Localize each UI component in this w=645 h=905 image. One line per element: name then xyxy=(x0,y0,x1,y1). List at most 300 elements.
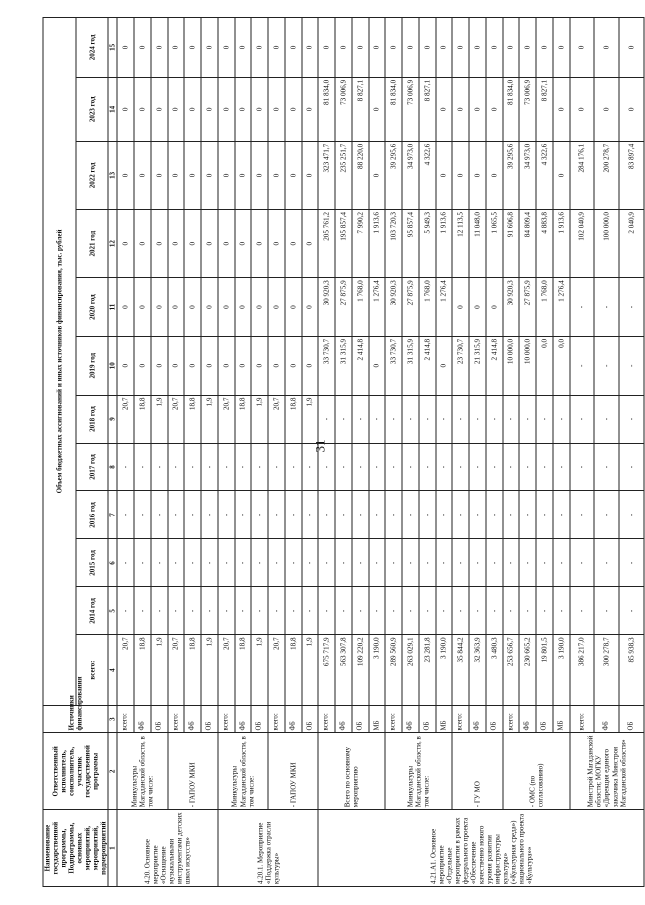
year-value: 4 883,8 xyxy=(536,210,553,278)
total-value: 32 363,9 xyxy=(469,635,486,705)
year-value: - xyxy=(268,587,285,635)
year-value: 2 414,8 xyxy=(486,336,503,395)
year-value: - xyxy=(469,587,486,635)
total-value: 18,8 xyxy=(235,635,252,705)
year-value: 0 xyxy=(486,278,503,337)
year-value: 0 xyxy=(184,278,201,337)
year-value: - xyxy=(385,443,402,491)
total-value: 1,9 xyxy=(201,635,218,705)
column-number: 4 xyxy=(108,635,117,705)
year-value: - xyxy=(168,443,185,491)
year-value: - xyxy=(570,539,595,587)
year-value: - xyxy=(134,491,151,539)
year-value: 0 xyxy=(201,77,218,141)
column-number: 6 xyxy=(108,539,117,587)
year-value: 34 973,0 xyxy=(402,141,419,209)
table-row xyxy=(503,18,520,887)
year-value: 0 xyxy=(134,278,151,337)
year-value: - xyxy=(369,587,386,635)
year-value: - xyxy=(619,395,644,443)
year-value: - xyxy=(302,491,319,539)
total-value: 18,8 xyxy=(134,635,151,705)
funding-source: ОБ xyxy=(302,705,319,733)
year-value: - xyxy=(117,443,134,491)
header-financing-group: Объем бюджетных ассигнований и иных источников финансирования, тыс. рублей xyxy=(43,18,76,706)
year-value: - xyxy=(436,539,453,587)
year-value: 0 xyxy=(486,77,503,141)
year-value: 0 xyxy=(369,336,386,395)
year-value: - xyxy=(268,539,285,587)
total-value: 300 278,7 xyxy=(594,635,619,705)
year-value: 0 xyxy=(134,77,151,141)
rotated-table-container xyxy=(43,17,636,887)
funding-source: ОБ xyxy=(352,705,369,733)
header-year: 2022 год xyxy=(76,141,109,209)
year-value: - xyxy=(519,395,536,443)
year-value: 0 xyxy=(302,278,319,337)
year-value: - xyxy=(385,395,402,443)
year-value: - xyxy=(619,587,644,635)
year-value: 81 834,0 xyxy=(385,77,402,141)
responsible-executor: Минстрой Магаданской области; МОГКУ «Дирекция единого заказчика Минстроя Магаданской области» xyxy=(570,733,645,810)
year-value: 18,8 xyxy=(134,395,151,443)
column-number: 5 xyxy=(108,587,117,635)
year-value: 0 xyxy=(335,18,352,78)
year-value: 5 949,3 xyxy=(419,210,436,278)
funding-source: ОБ xyxy=(536,705,553,733)
year-value: 0 xyxy=(268,210,285,278)
year-value: 0 xyxy=(285,77,302,141)
year-value: - xyxy=(318,443,335,491)
year-value: - xyxy=(285,587,302,635)
year-value: 0 xyxy=(619,18,644,78)
year-value: 0 xyxy=(436,336,453,395)
funding-source: ФБ xyxy=(594,705,619,733)
year-value: - xyxy=(201,443,218,491)
year-value: 0 xyxy=(117,210,134,278)
header-src-col: Источники финансирования xyxy=(43,705,108,733)
year-value: - xyxy=(452,443,469,491)
year-value: 0 xyxy=(519,18,536,78)
year-value: 0 xyxy=(469,278,486,337)
year-value: 8 827,1 xyxy=(536,77,553,141)
table-row xyxy=(218,18,235,887)
funding-source: ОБ xyxy=(251,705,268,733)
year-value: 39 295,6 xyxy=(385,141,402,209)
year-value: - xyxy=(168,539,185,587)
year-value: 0 xyxy=(302,141,319,209)
header-year: 2016 год xyxy=(76,491,109,539)
total-value: 23 281,8 xyxy=(419,635,436,705)
year-value: 0 xyxy=(369,141,386,209)
year-value: - xyxy=(335,587,352,635)
year-value: 0 xyxy=(218,210,235,278)
year-value: 0 xyxy=(218,141,235,209)
year-value: 103 720,3 xyxy=(385,210,402,278)
year-value: - xyxy=(201,491,218,539)
year-value: 0 xyxy=(235,210,252,278)
column-number: 2 xyxy=(108,733,117,810)
year-value: 0 xyxy=(251,336,268,395)
year-value: 20,7 xyxy=(218,395,235,443)
year-value: - xyxy=(594,587,619,635)
year-value: - xyxy=(619,336,644,395)
year-value: 1 276,4 xyxy=(436,278,453,337)
responsible-executor: Минкультуры Магаданской области, в том числе: xyxy=(385,733,452,810)
total-value: 20,7 xyxy=(218,635,235,705)
year-value: - xyxy=(318,587,335,635)
year-value: - xyxy=(419,539,436,587)
year-value: - xyxy=(302,587,319,635)
table-row xyxy=(570,18,595,887)
year-value: - xyxy=(352,395,369,443)
year-value: 100 000,0 xyxy=(594,210,619,278)
year-value: - xyxy=(553,491,570,539)
year-value: - xyxy=(218,491,235,539)
year-value: - xyxy=(352,587,369,635)
year-value: 0 xyxy=(452,18,469,78)
year-value: 1,9 xyxy=(201,395,218,443)
year-value: - xyxy=(536,491,553,539)
year-value: 0 xyxy=(302,18,319,78)
year-value: 2 040,9 xyxy=(619,210,644,278)
column-number: 13 xyxy=(108,141,117,209)
year-value: 284 176,1 xyxy=(570,141,595,209)
year-value: - xyxy=(402,443,419,491)
year-value: - xyxy=(553,395,570,443)
year-value: - xyxy=(594,278,619,337)
header-year: 2017 год xyxy=(76,443,109,491)
year-value: 0 xyxy=(168,336,185,395)
header-year: 2021 год xyxy=(76,210,109,278)
funding-source: всего: xyxy=(168,705,185,733)
year-value: 0 xyxy=(436,77,453,141)
year-value: 27 875,9 xyxy=(335,278,352,337)
year-value: - xyxy=(385,539,402,587)
year-value: 0 xyxy=(285,210,302,278)
year-value: 0 xyxy=(352,18,369,78)
column-number: 3 xyxy=(108,705,117,733)
year-value: - xyxy=(218,443,235,491)
column-number: 8 xyxy=(108,443,117,491)
year-value: - xyxy=(503,587,520,635)
year-value: - xyxy=(134,587,151,635)
funding-source: всего: xyxy=(318,705,335,733)
year-value: 102 040,9 xyxy=(570,210,595,278)
funding-source: ФБ xyxy=(519,705,536,733)
total-value: 263 029,1 xyxy=(402,635,419,705)
year-value: 4 322,6 xyxy=(536,141,553,209)
year-value: 0 xyxy=(503,18,520,78)
header-year: 2020 год xyxy=(76,278,109,337)
year-value: - xyxy=(201,539,218,587)
year-value: - xyxy=(268,491,285,539)
page-number: 31 xyxy=(312,439,327,453)
responsible-executor: Минкультуры Магаданской области, в том числе: xyxy=(218,733,268,810)
responsible-executor: - ГАПОУ МКИ xyxy=(268,733,318,810)
year-value: - xyxy=(184,443,201,491)
year-value: 0 xyxy=(536,18,553,78)
year-value: 0 xyxy=(486,18,503,78)
year-value: 34 973,0 xyxy=(519,141,536,209)
funding-source: всего: xyxy=(452,705,469,733)
year-value: 1 913,6 xyxy=(369,210,386,278)
year-value: 0 xyxy=(151,77,168,141)
year-value: 0 xyxy=(302,210,319,278)
year-value: - xyxy=(251,587,268,635)
year-value: 18,8 xyxy=(235,395,252,443)
year-value: - xyxy=(151,491,168,539)
year-value: - xyxy=(503,395,520,443)
year-value: - xyxy=(503,443,520,491)
total-value: 563 307,8 xyxy=(335,635,352,705)
year-value: 0 xyxy=(302,77,319,141)
year-value: - xyxy=(594,491,619,539)
year-value: 0 xyxy=(619,77,644,141)
year-value: - xyxy=(503,491,520,539)
year-value: - xyxy=(335,539,352,587)
year-value: 0 xyxy=(184,336,201,395)
year-value: 0 xyxy=(251,210,268,278)
year-value: - xyxy=(536,443,553,491)
year-value: - xyxy=(235,539,252,587)
funding-source: ФБ xyxy=(335,705,352,733)
year-value: 0 xyxy=(168,141,185,209)
column-number: 14 xyxy=(108,77,117,141)
table-row xyxy=(452,18,469,887)
year-value: 11 048,0 xyxy=(469,210,486,278)
year-value: - xyxy=(619,491,644,539)
year-value: - xyxy=(570,278,595,337)
year-value: - xyxy=(352,539,369,587)
year-value: 0 xyxy=(117,278,134,337)
year-value: 0 xyxy=(285,336,302,395)
year-value: - xyxy=(268,443,285,491)
total-value: 1,9 xyxy=(151,635,168,705)
year-value: 1,9 xyxy=(251,395,268,443)
funding-source: всего: xyxy=(570,705,595,733)
year-value: - xyxy=(486,587,503,635)
year-value: 0 xyxy=(452,278,469,337)
table-row xyxy=(117,18,134,887)
year-value: - xyxy=(251,491,268,539)
year-value: 0 xyxy=(570,77,595,141)
year-value: 1,9 xyxy=(302,395,319,443)
total-value: 20,7 xyxy=(268,635,285,705)
year-value: 39 295,6 xyxy=(503,141,520,209)
year-value: 30 920,3 xyxy=(385,278,402,337)
year-value: 0 xyxy=(151,210,168,278)
year-value: 8 827,1 xyxy=(419,77,436,141)
year-value: 0 xyxy=(268,18,285,78)
header-year: 2024 год xyxy=(76,18,109,78)
year-value: 73 006,9 xyxy=(402,77,419,141)
financing-table xyxy=(43,17,645,887)
header-year: 2015 год xyxy=(76,539,109,587)
year-value: 23 730,7 xyxy=(452,336,469,395)
table-row xyxy=(168,18,185,887)
year-value: - xyxy=(335,491,352,539)
total-value: 20,7 xyxy=(117,635,134,705)
total-value: 18,8 xyxy=(285,635,302,705)
year-value: 323 471,7 xyxy=(318,141,335,209)
year-value: 0 xyxy=(218,336,235,395)
total-value: 3 190,0 xyxy=(369,635,386,705)
year-value: 20,7 xyxy=(168,395,185,443)
year-value: - xyxy=(352,491,369,539)
table-row xyxy=(318,18,335,887)
year-value: 31 315,9 xyxy=(335,336,352,395)
header-year: 2019 год xyxy=(76,336,109,395)
year-value: - xyxy=(452,395,469,443)
year-value: - xyxy=(201,587,218,635)
year-value: - xyxy=(536,587,553,635)
responsible-executor: Минкультуры Магаданской области, в том числе: xyxy=(117,733,167,810)
total-value: 253 656,7 xyxy=(503,635,520,705)
year-value: - xyxy=(553,587,570,635)
table-row xyxy=(385,18,402,887)
year-value: 195 857,4 xyxy=(335,210,352,278)
year-value: 0 xyxy=(151,336,168,395)
year-value: 21 315,9 xyxy=(469,336,486,395)
funding-source: ОБ xyxy=(486,705,503,733)
year-value: 0 xyxy=(570,18,595,78)
year-value: - xyxy=(151,443,168,491)
year-value: - xyxy=(385,491,402,539)
year-value: - xyxy=(184,587,201,635)
year-value: - xyxy=(419,587,436,635)
year-value: - xyxy=(184,491,201,539)
total-value: 386 217,0 xyxy=(570,635,595,705)
year-value: 73 006,9 xyxy=(519,77,536,141)
year-value: 0 xyxy=(134,210,151,278)
year-value: - xyxy=(594,395,619,443)
year-value: 1 768,0 xyxy=(536,278,553,337)
year-value: 0 xyxy=(235,141,252,209)
year-value: - xyxy=(134,539,151,587)
table-row xyxy=(268,18,285,887)
year-value: - xyxy=(469,443,486,491)
total-value: 18,8 xyxy=(184,635,201,705)
year-value: 0 xyxy=(218,278,235,337)
year-value: - xyxy=(619,539,644,587)
year-value: - xyxy=(285,491,302,539)
year-value: 0 xyxy=(268,336,285,395)
year-value: - xyxy=(469,491,486,539)
funding-source: ОБ xyxy=(151,705,168,733)
year-value: - xyxy=(402,395,419,443)
year-value: - xyxy=(151,539,168,587)
year-value: 0 xyxy=(184,210,201,278)
header-year: 2023 год xyxy=(76,77,109,141)
year-value: 1 768,0 xyxy=(419,278,436,337)
year-value: 0 xyxy=(268,278,285,337)
year-value: 0 xyxy=(469,141,486,209)
total-value: 35 844,2 xyxy=(452,635,469,705)
year-value: - xyxy=(536,539,553,587)
year-value: 1 276,4 xyxy=(369,278,386,337)
year-value: 0 xyxy=(151,278,168,337)
total-value: 3 480,3 xyxy=(486,635,503,705)
year-value: - xyxy=(318,395,335,443)
year-value: - xyxy=(235,587,252,635)
year-value: 0 xyxy=(318,18,335,78)
year-value: 0 xyxy=(117,336,134,395)
year-value: - xyxy=(469,395,486,443)
year-value: 30 920,3 xyxy=(318,278,335,337)
year-value: 0 xyxy=(594,77,619,141)
year-value: 0 xyxy=(168,18,185,78)
year-value: 81 834,0 xyxy=(503,77,520,141)
year-value: - xyxy=(419,491,436,539)
year-value: 0 xyxy=(469,77,486,141)
year-value: 0 xyxy=(285,278,302,337)
year-value: 27 875,9 xyxy=(402,278,419,337)
total-value: 230 665,2 xyxy=(519,635,536,705)
year-value: 20,7 xyxy=(268,395,285,443)
year-value: - xyxy=(335,443,352,491)
year-value: 0 xyxy=(553,77,570,141)
column-number: 15 xyxy=(108,18,117,78)
year-value: 0 xyxy=(553,18,570,78)
total-value: 1,9 xyxy=(251,635,268,705)
year-value: - xyxy=(117,491,134,539)
year-value: - xyxy=(352,443,369,491)
year-value: 10 000,0 xyxy=(503,336,520,395)
section-name: 4.20. Основное мероприятие «Оснащение музыкальными инструментами детских школ искусств» xyxy=(117,810,218,887)
year-value: - xyxy=(486,539,503,587)
year-value: - xyxy=(419,395,436,443)
year-value: 1,9 xyxy=(151,395,168,443)
year-value: 91 606,8 xyxy=(503,210,520,278)
year-value: 0 xyxy=(235,336,252,395)
year-value: 0 xyxy=(151,141,168,209)
total-value: 85 938,3 xyxy=(619,635,644,705)
year-value: 0 xyxy=(402,18,419,78)
year-value: 0,0 xyxy=(536,336,553,395)
total-value: 3 190,0 xyxy=(553,635,570,705)
year-value: 200 278,7 xyxy=(594,141,619,209)
year-value: - xyxy=(134,443,151,491)
year-value: 0 xyxy=(268,77,285,141)
year-value: 18,8 xyxy=(285,395,302,443)
year-value: - xyxy=(402,539,419,587)
funding-source: всего: xyxy=(385,705,402,733)
year-value: - xyxy=(251,539,268,587)
year-value: 0 xyxy=(469,18,486,78)
year-value: - xyxy=(594,443,619,491)
total-value: 19 801,5 xyxy=(536,635,553,705)
year-value: 0 xyxy=(594,18,619,78)
year-value: 0 xyxy=(117,18,134,78)
year-value: 18,8 xyxy=(184,395,201,443)
year-value: 95 857,4 xyxy=(402,210,419,278)
year-value: - xyxy=(519,539,536,587)
year-value: 0 xyxy=(218,77,235,141)
total-value: 109 220,2 xyxy=(352,635,369,705)
year-value: 0 xyxy=(184,77,201,141)
year-value: - xyxy=(369,443,386,491)
funding-source: всего: xyxy=(218,705,235,733)
year-value: 0 xyxy=(201,18,218,78)
year-value: - xyxy=(235,491,252,539)
year-value: 0 xyxy=(184,18,201,78)
year-value: 0 xyxy=(268,141,285,209)
year-value: - xyxy=(536,395,553,443)
year-value: 0,0 xyxy=(553,336,570,395)
year-value: 0 xyxy=(235,77,252,141)
year-value: - xyxy=(519,587,536,635)
